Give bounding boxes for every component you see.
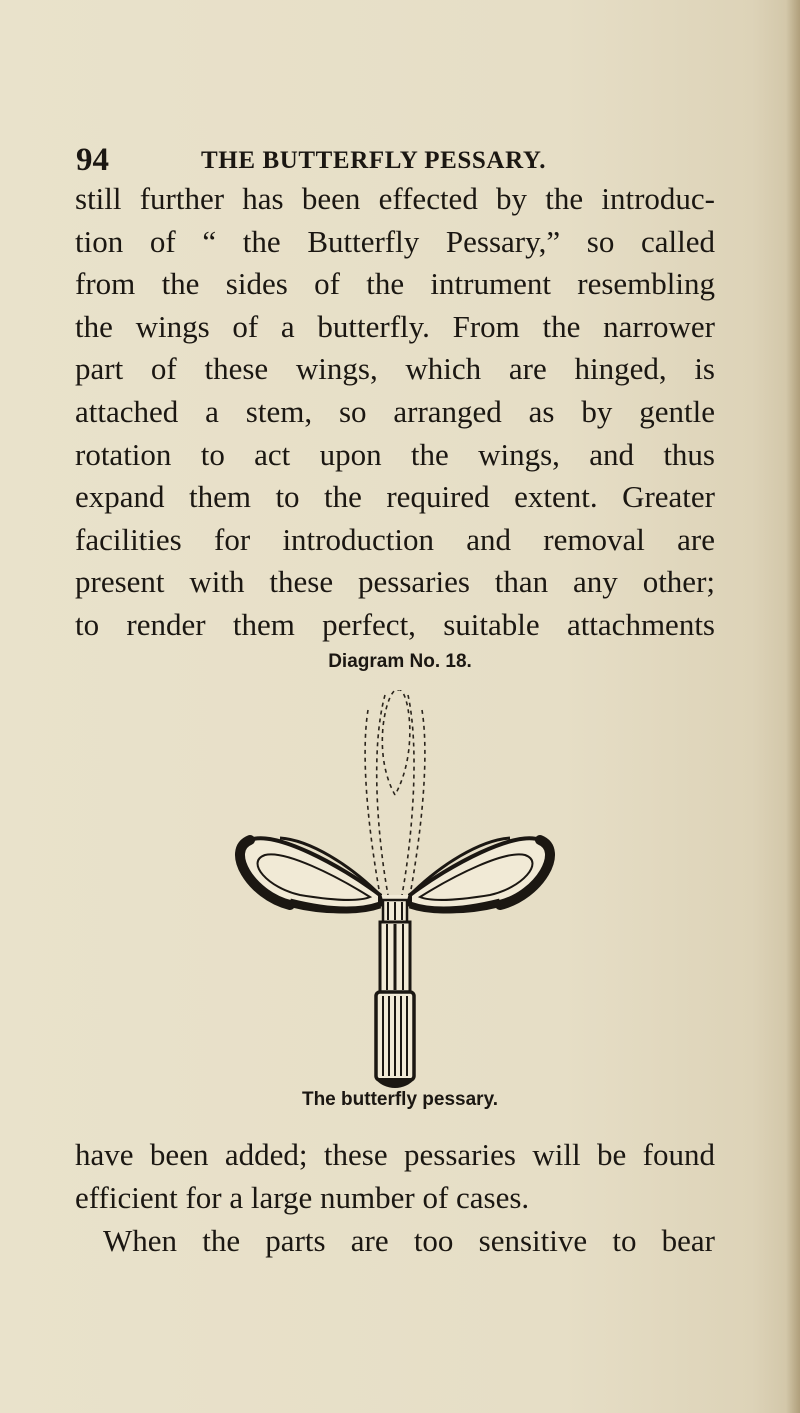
- left-wing: [240, 838, 380, 911]
- text-line: When the parts are too sensitive to bear: [103, 1223, 715, 1258]
- text-line: the wings of a butterfly. From the narrower: [75, 308, 715, 344]
- text-line: efficient for a large number of cases.: [75, 1179, 530, 1215]
- text-line: to render them perfect, suitable attachments: [75, 606, 715, 642]
- text-line: have been added; these pessaries will be found: [75, 1137, 715, 1172]
- stem: [376, 922, 414, 1087]
- text-line: from the sides of the intrument resembling: [75, 266, 715, 302]
- paragraph-3: [75, 1220, 715, 1263]
- paragraph-1: [75, 178, 715, 647]
- right-wing: [410, 838, 550, 911]
- text-line: tion of “ the Butterfly Pessary,” so called: [75, 223, 715, 259]
- text-line: present with these pessaries than any other;: [75, 564, 715, 600]
- butterfly-pessary-illustration: [220, 690, 570, 1110]
- text-line: expand them to the required extent. Greater: [75, 479, 715, 515]
- dotted-outline: [365, 690, 425, 895]
- hinge: [380, 895, 410, 922]
- page-number: 94: [76, 142, 109, 178]
- text-line: facilities for introduction and removal are: [75, 521, 715, 557]
- page-header: [76, 140, 726, 180]
- text-line: rotation to act upon the wings, and thus: [75, 436, 715, 472]
- text-line: attached a stem, so arranged as by gentle: [75, 393, 715, 429]
- text-line: part of these wings, which are hinged, is: [75, 351, 715, 387]
- diagram-label: Diagram No. 18.: [328, 651, 472, 672]
- figure-caption: The butterfly pessary.: [301, 1089, 499, 1110]
- paragraph-2: [75, 1134, 715, 1219]
- page-edge-shadow: [786, 0, 800, 1413]
- running-title: THE BUTTERFLY PESSARY.: [201, 147, 547, 174]
- text-line: still further has been effected by the introduc-: [75, 181, 715, 216]
